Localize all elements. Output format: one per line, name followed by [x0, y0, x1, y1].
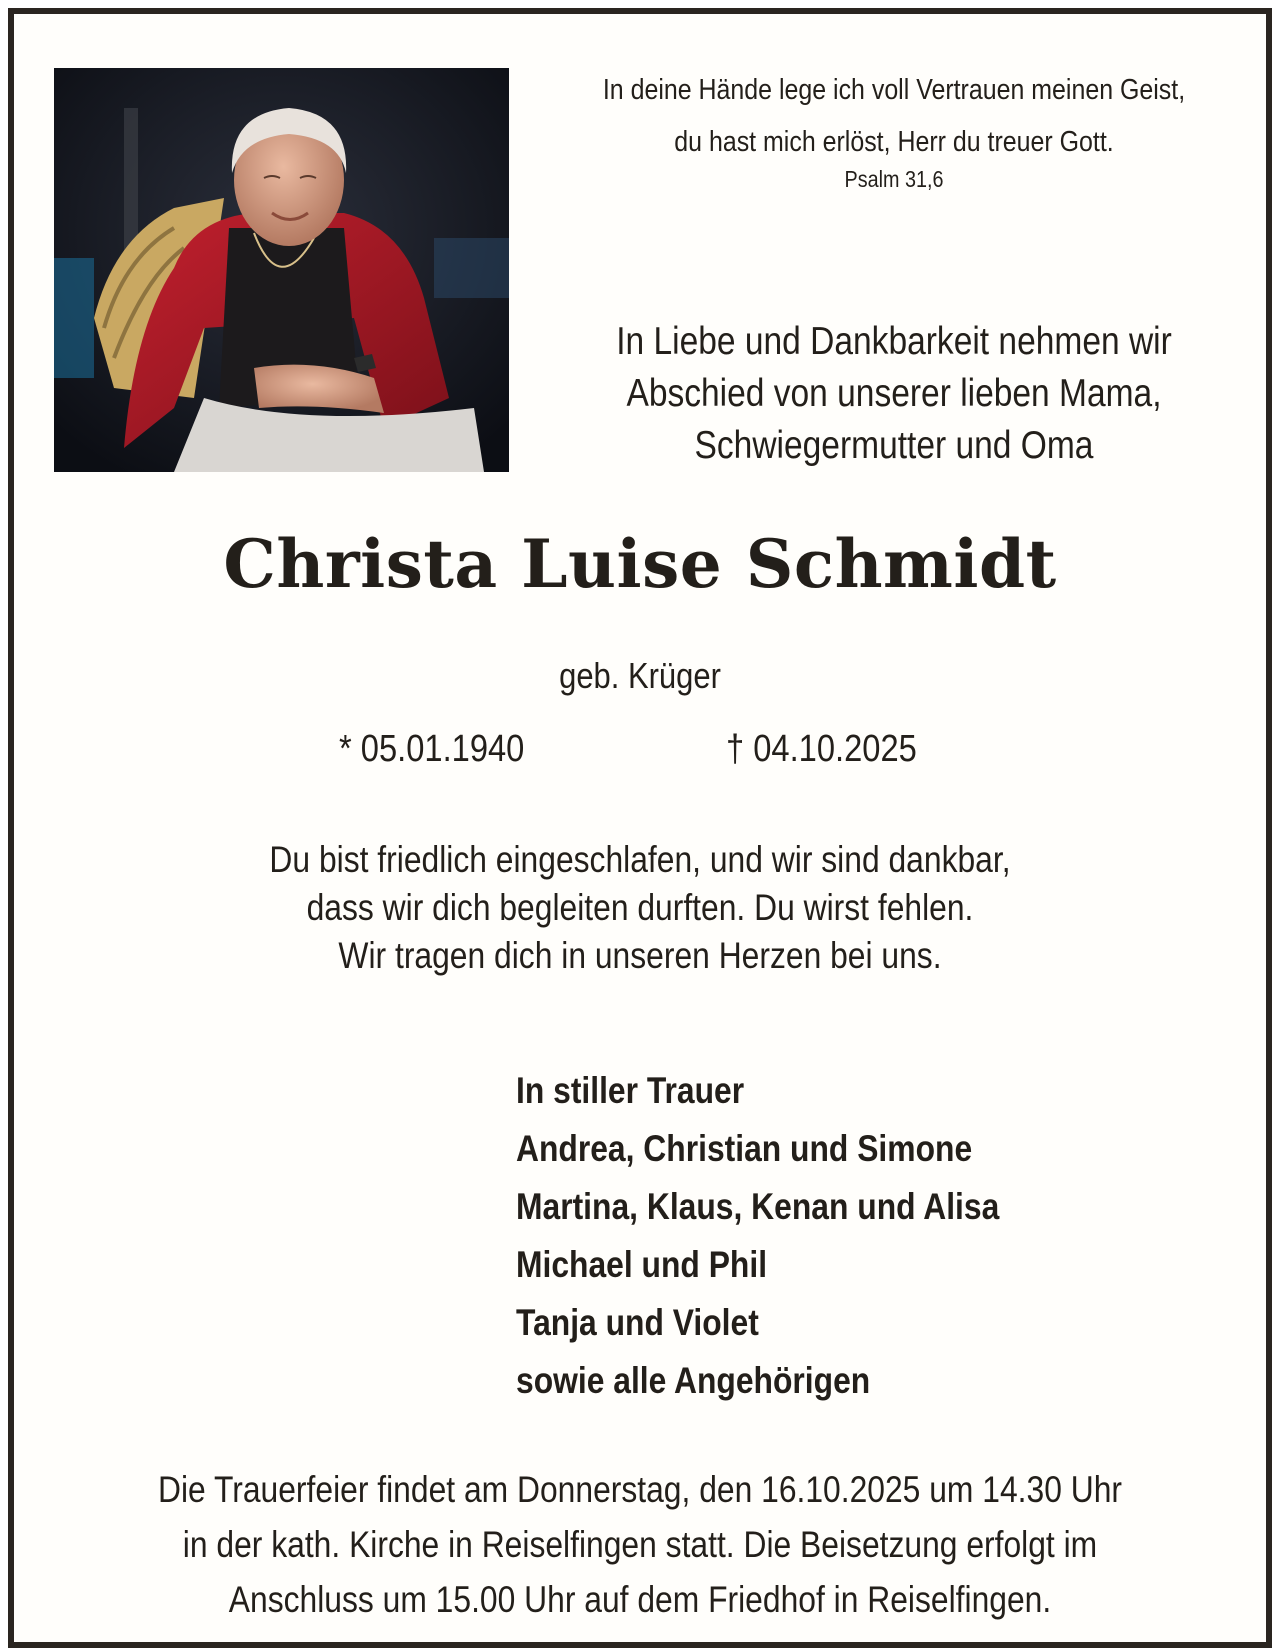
portrait-illustration: [54, 68, 509, 472]
verse-line: du hast mich erlöst, Herr du treuer Gott.: [674, 126, 1114, 158]
farewell-text: [534, 316, 1254, 472]
death-date: [726, 726, 948, 772]
mourners-list: [516, 1062, 999, 1410]
deceased-name: Christa Luise Schmidt: [223, 525, 1057, 603]
birth-date-text: * 05.01.1940: [339, 728, 525, 770]
verse-reference: [534, 164, 1254, 194]
condolence-line: dass wir dich begleiten durften. Du wirst fehlen.: [306, 887, 974, 928]
farewell-line: Schwiegermutter und Oma: [694, 424, 1094, 467]
farewell-line: Abschied von unserer lieben Mama,: [626, 372, 1162, 415]
mourner-entry: sowie alle Angehörigen: [516, 1360, 871, 1401]
birth-date: [339, 726, 555, 772]
mourner-entry: Martina, Klaus, Kenan und Alisa: [516, 1186, 1000, 1227]
bible-verse: [534, 64, 1254, 168]
condolence-line: Du bist friedlich eingeschlafen, und wir sind dankbar,: [269, 839, 1011, 880]
mourner-entry: Andrea, Christian und Simone: [516, 1128, 973, 1169]
funeral-line: in der kath. Kirche in Reiselfingen statt. Die Beisetzung erfolgt im: [182, 1524, 1098, 1565]
funeral-line: Anschluss um 15.00 Uhr auf dem Friedhof in Reiselfingen.: [228, 1579, 1052, 1620]
mourners-heading: In stiller Trauer: [516, 1070, 745, 1111]
psalm-reference: Psalm 31,6: [844, 166, 944, 192]
mourner-entry: Tanja und Violet: [516, 1302, 759, 1343]
funeral-details: [14, 1462, 1266, 1627]
condolence-line: Wir tragen dich in unseren Herzen bei uns.: [338, 935, 942, 976]
obituary-card: [8, 8, 1272, 1648]
condolence-text: [14, 836, 1266, 980]
portrait-photo: [54, 68, 509, 472]
maiden-name: [14, 654, 1266, 698]
maiden-name-text: geb. Krüger: [559, 655, 721, 696]
funeral-line: Die Trauerfeier findet am Donnerstag, den 16.10.2025 um 14.30 Uhr: [157, 1469, 1123, 1510]
farewell-line: In Liebe und Dankbarkeit nehmen wir: [616, 320, 1172, 363]
verse-line: In deine Hände lege ich voll Vertrauen meinen Geist,: [602, 74, 1186, 106]
death-date-text: † 04.10.2025: [726, 728, 917, 770]
mourner-entry: Michael und Phil: [516, 1244, 768, 1285]
